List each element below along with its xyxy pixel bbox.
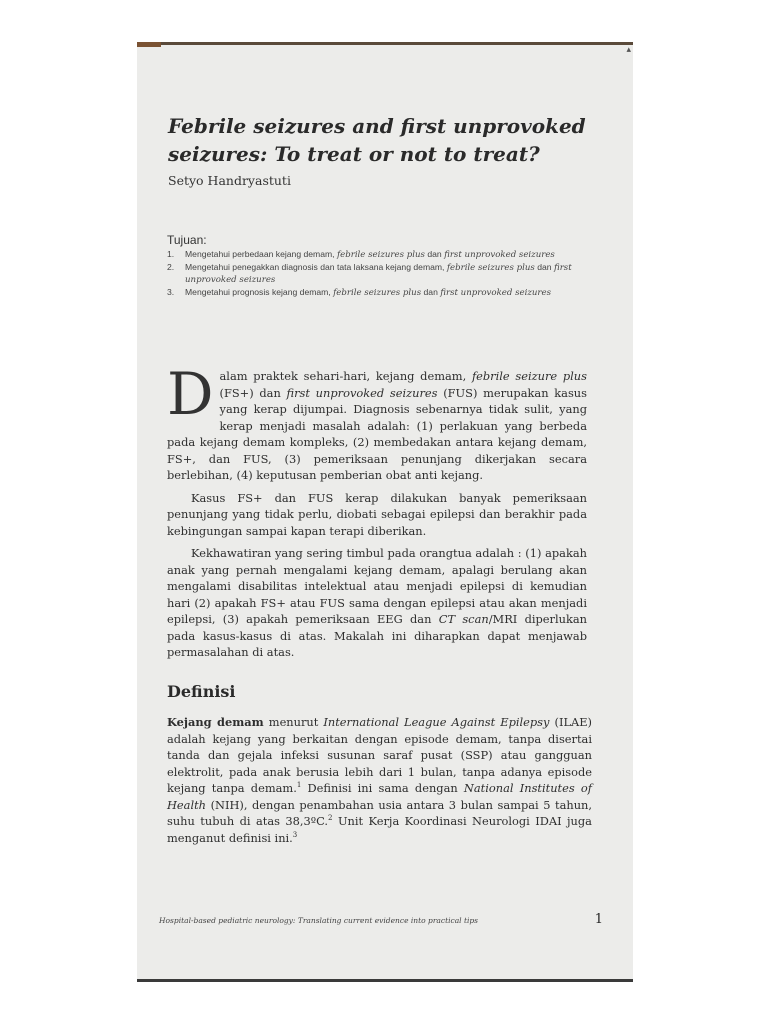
goals-heading: Tujuan: — [167, 233, 207, 247]
text-run: Definisi ini sama dengan — [301, 781, 464, 795]
goal-text — [185, 249, 617, 262]
intro-paragraph-1 — [167, 360, 587, 484]
top-rule-mark — [137, 42, 161, 47]
author-name: Setyo Handryastuti — [168, 173, 291, 188]
article-title: Febrile seizures and first unprovoked seizures: To treat or not to treat? — [168, 114, 586, 166]
defined-term: Kejang demam — [167, 715, 264, 729]
citation-ref: 3 — [292, 830, 298, 839]
document-page — [137, 42, 633, 982]
goal-term: febrile seizures plus — [336, 250, 425, 260]
text-term: National Institutes of Health — [167, 781, 592, 812]
goal-term: first unprovoked seizures — [185, 262, 572, 285]
goal-item — [167, 249, 617, 262]
text-term: International League Against Epilepsy — [323, 715, 550, 729]
text-run: alam praktek sehari-hari, kejang demam, — [219, 369, 472, 383]
goal-term: first unprovoked seizures — [444, 250, 555, 260]
goal-item — [167, 262, 617, 287]
goal-number: 2. — [167, 261, 175, 272]
text-term: febrile seizure plus — [471, 369, 587, 383]
goals-section — [167, 233, 617, 299]
goal-text-part: Mengetahui penegakkan diagnosis dan tata laksana kejang demam, — [185, 261, 447, 272]
goals-list — [167, 249, 617, 299]
citation-ref: 2 — [328, 814, 333, 823]
intro-paragraph-2: Kasus FS+ dan FUS kerap dilakukan banyak pemeriksaan penunjang yang tidak perlu, diobati sebagai epilepsi dan berakhir pada kebingungan sampai kapan terapi diberikan. — [167, 490, 587, 538]
intro-section — [167, 360, 587, 667]
text-run: /MRI diperlukan pada kasus-kasus di atas. Makalah ini diharapkan dapat menjawab permasalahan di atas. — [167, 612, 587, 659]
goal-term: febrile seizures plus — [333, 287, 422, 298]
text-run: Unit Kerja Koordinasi Neurologi IDAI juga menganut definisi ini. — [167, 814, 592, 845]
goal-term: first unprovoked seizures — [440, 287, 552, 298]
text-run: (FS+) dan — [219, 385, 287, 400]
bottom-edge — [137, 979, 633, 982]
text-run: (ILAE) adalah kejang yang berkaitan dengan episode demam, tanpa disertai tanda dan gejala infeksi susunan saraf pusat (SSP) atau gangguan elektrolit, pada anak berusia lebih dari 1 bulan, tanpa adanya episode kejang tanpa demam. — [167, 715, 592, 795]
definition-paragraph — [167, 714, 592, 846]
definition-section — [167, 714, 592, 846]
citation-ref: 1 — [296, 781, 302, 790]
goal-item — [167, 287, 617, 300]
text-run: (NIH), dengan penambahan usia antara 3 bulan sampai 5 tahun, suhu tubuh di atas 38,3ºC. — [167, 797, 592, 828]
text-run: (FUS) merupakan kasus yang kerap dijumpai. Diagnosis sebenarnya tidak sulit, yang kerap menjadi masalah adalah: (1) perlakuan yang berbeda pada kejang demam kompleks, (2) membedakan antara kejang demam, FS+, dan FUS, (3) pemeriksaan penunjang dikerjakan secara berlebihan, (4) keputusan pemberian obat anti kejang. — [167, 385, 587, 482]
goal-text-part: dan — [421, 286, 441, 297]
goal-text — [185, 287, 617, 300]
text-run: menurut — [263, 715, 324, 729]
corner-mark: ▴ — [626, 45, 631, 55]
text-term: CT scan — [438, 612, 489, 626]
goal-number: 1. — [167, 249, 175, 259]
goal-text-part: dan — [534, 261, 554, 272]
goal-text-part: Mengetahui prognosis kejang demam, — [185, 286, 334, 297]
goal-text — [185, 262, 617, 287]
drop-cap: D — [167, 360, 214, 428]
goal-term: febrile seizures plus — [446, 262, 535, 273]
text-run: Kekhawatiran yang sering timbul pada orangtua adalah : (1) apakah anak yang pernah mengalami kejang demam, apalagi berulang akan mengalami disabilitas intelektual atau menjadi epilepsi di kemudian hari (2) apakah FS+ atau FUS sama dengan epilepsi atau akan menjadi epilepsi, (3) apakah pemeriksaan EEG dan — [167, 546, 587, 626]
page-footer — [159, 912, 603, 927]
intro-paragraph-3 — [167, 545, 587, 661]
footer-book-title: Hospital-based pediatric neurology: Translating current evidence into practical tips — [159, 916, 479, 925]
goal-text-part: dan — [424, 249, 445, 259]
goal-text-part: Mengetahui perbedaan kejang demam, — [185, 249, 337, 259]
text-term: first unprovoked seizures — [286, 385, 438, 400]
section-heading-definisi: Definisi — [167, 682, 236, 701]
page-number: 1 — [594, 912, 603, 927]
top-rule — [137, 42, 633, 45]
goal-number: 3. — [167, 286, 175, 297]
